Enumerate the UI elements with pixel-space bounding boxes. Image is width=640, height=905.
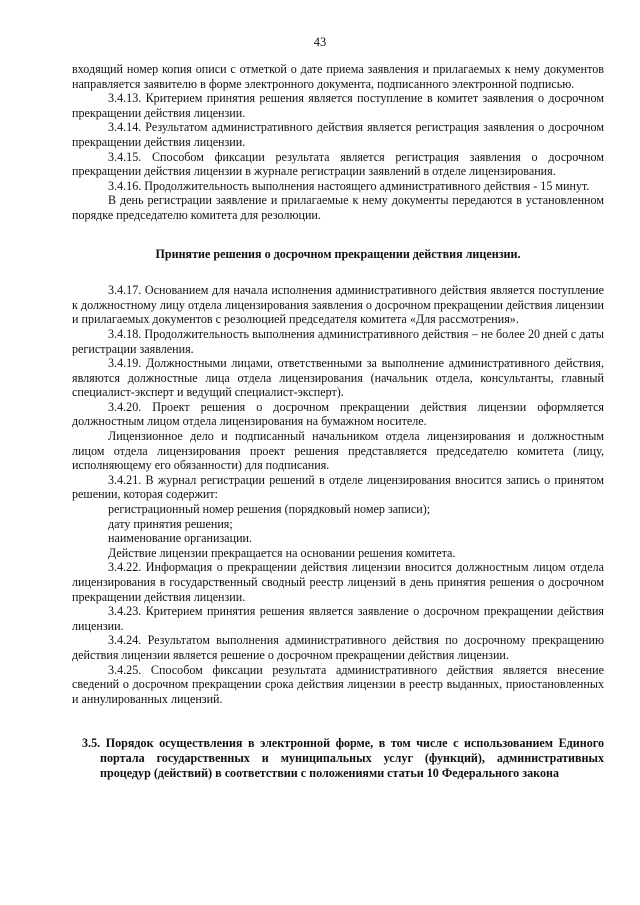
section-heading-3-5: 3.5. Порядок осуществления в электронной форме, в том числе с использованием Единого портала государственных и муниципальных услуг (функций), административных процедур (действий) в соответствии с положениями статьи 10 Федерального закона — [82, 736, 604, 780]
subsection-heading: Принятие решения о досрочном прекращении действия лицензии. — [155, 246, 521, 261]
paragraph-3-4-19: 3.4.19. Должностными лицами, ответственными за выполнение административного действия, являются должностные лица отдела лицензирования (начальник отдела, консультанты, главный специалист-эксперт и ведущий специалист-эксперт). — [72, 356, 604, 400]
document-body — [72, 62, 604, 780]
paragraph-continuation: входящий номер копия описи с отметкой о дате приема заявления и прилагаемых к нему документов направляется заявителю в форме электронного документа, подписанного электронной подписью. — [72, 62, 604, 91]
paragraph-3-4-15: 3.4.15. Способом фиксации результата является регистрация заявления о досрочном прекращении действия лицензии в журнале регистрации заявлений в отделе лицензирования. — [72, 149, 604, 179]
list-item: регистрационный номер решения (порядковый номер записи); — [108, 502, 431, 517]
paragraph-3-4-13: 3.4.13. Критерием принятия решения является поступление в комитет заявления о досрочном прекращении действия лицензии. — [72, 91, 604, 120]
paragraph-3-4-23: 3.4.23. Критерием принятия решения является заявление о досрочном прекращении действия лицензии. — [72, 604, 604, 633]
paragraph-3-4-25: 3.4.25. Способом фиксации результата административного действия является внесение сведений о досрочном прекращении срока действия лицензии в реестр выданных, приостановленных и аннулированных лицензий. — [72, 662, 604, 706]
paragraph-3-4-22: 3.4.22. Информация о прекращении действия лицензии вносится должностным лицом отдела лицензирования в государственный сводный реестр лицензий в день принятия решения о досрочном прекращении действия лицензии. — [72, 560, 604, 604]
page-number: 43 — [313, 35, 327, 49]
paragraph-3-4-16: 3.4.16. Продолжительность выполнения настоящего административного действия - 15 минут. — [108, 178, 590, 193]
paragraph-3-4-17: 3.4.17. Основанием для начала исполнения административного действия является поступление к должностному лицу отдела лицензирования заявления о досрочном прекращении действия лицензии и прилагаемых документов с резолюцией председателя комитета «Для рассмотрения». — [72, 283, 604, 327]
paragraph-license-file: Лицензионное дело и подписанный начальником отдела лицензирования и должностным лицом отдела лицензирования проект решения представляется председателю комитета (лицу, исполняющему его обязанности) для подписания. — [72, 429, 604, 473]
paragraph-3-4-24: 3.4.24. Результатом выполнения административного действия по досрочному прекращению действия лицензии является решение о досрочном прекращении действия лицензии. — [72, 633, 604, 662]
paragraph-3-4-20: 3.4.20. Проект решения о досрочном прекращении действия лицензии оформляется должностным лицом отдела лицензирования на бумажном носителе. — [72, 399, 604, 429]
paragraph-license-termination: Действие лицензии прекращается на основании решения комитета. — [108, 545, 456, 560]
paragraph-3-4-18: 3.4.18. Продолжительность выполнения административного действия – не более 20 дней с даты регистрации заявления. — [72, 326, 604, 356]
paragraph-3-4-21: 3.4.21. В журнал регистрации решений в отделе лицензирования вносится запись о принятом решении, которая содержит: — [72, 472, 604, 502]
list-item: дату принятия решения; — [108, 516, 233, 531]
list-item: наименование организации. — [108, 531, 253, 546]
paragraph-registration-day: В день регистрации заявление и прилагаемые к нему документы передаются в установленном порядке председателю комитета для резолюции. — [72, 193, 604, 222]
paragraph-3-4-14: 3.4.14. Результатом административного действия является регистрация заявления о досрочном прекращении действия лицензии. — [72, 120, 604, 149]
